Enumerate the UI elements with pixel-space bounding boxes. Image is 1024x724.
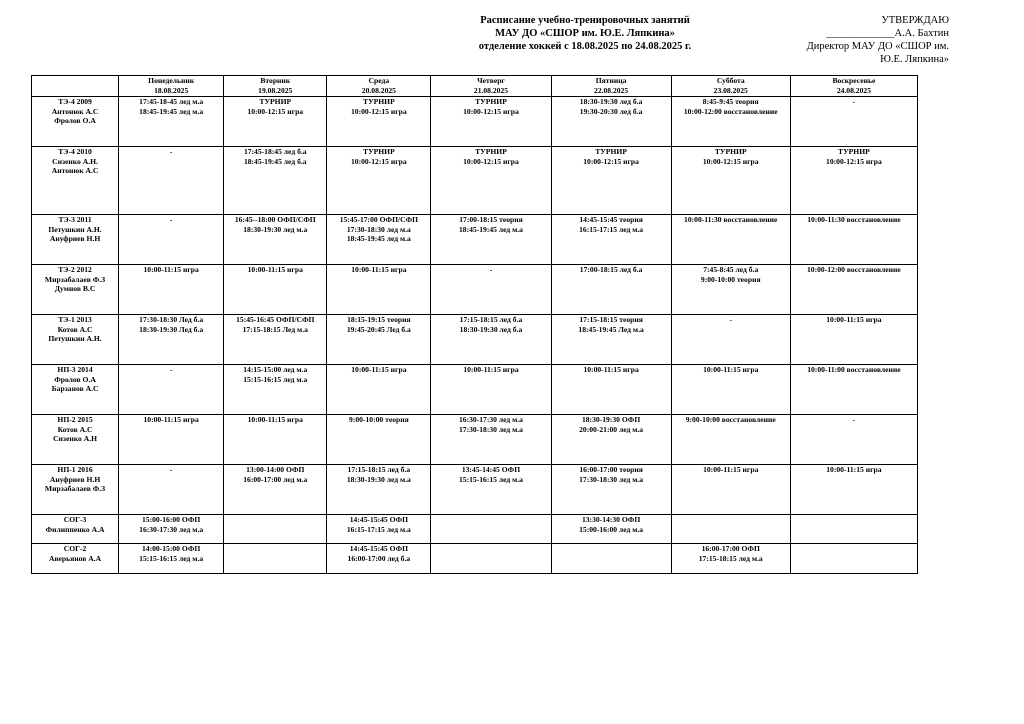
session-entry: 9:00-10:00 восстановление xyxy=(685,415,776,424)
schedule-cell xyxy=(790,544,917,574)
session-entry: - xyxy=(169,365,173,374)
session-entry: 15:00-16:00 лед м.а xyxy=(579,524,644,534)
session-entry: 17:30-18:30 лед м.а xyxy=(346,224,411,234)
session-entry: 10:00-12:15 игра xyxy=(351,156,407,166)
schedule-cell xyxy=(431,147,551,215)
schedule-cell xyxy=(551,365,671,415)
session-entry: 10:00-12:15 игра xyxy=(826,156,882,166)
session-entry: 17:30-18:30 лед м.а xyxy=(579,474,644,484)
session-entry: 10:00-11:15 игра xyxy=(826,315,882,324)
group-cell xyxy=(32,365,119,415)
schedule-cell xyxy=(551,147,671,215)
session-entry: 17:30-18:30 Лед б.а xyxy=(139,315,204,324)
session-entry: 18:45-19:45 лед б.а xyxy=(243,156,307,166)
day-name: Вторник xyxy=(260,76,291,85)
schedule-cell xyxy=(119,465,224,515)
group-line: Сизенко А.Н. xyxy=(52,156,98,166)
session-entry: ТУРНИР xyxy=(838,147,870,156)
header-cell-group xyxy=(32,76,119,97)
day-date: 24.08.2025 xyxy=(836,85,871,95)
schedule-cell xyxy=(551,97,671,147)
session-entry: 18:45-19:45 Лед м.а xyxy=(578,324,644,334)
schedule-cell xyxy=(119,265,224,315)
session-entry: 10:00-11:15 игра xyxy=(463,365,519,374)
session-entry: 8:45-9:45 теория xyxy=(702,97,759,106)
group-line: НП-1 2016 xyxy=(57,465,93,474)
session-entry: 17:45-18-45 лед м.а xyxy=(139,97,204,106)
group-line: ТЭ-4 2009 xyxy=(58,97,92,106)
group-line: Котов А.С xyxy=(57,324,93,334)
group-line: Аверьянов А.А xyxy=(48,553,102,563)
schedule-cell xyxy=(790,215,917,265)
schedule-cell xyxy=(790,365,917,415)
session-entry: - xyxy=(852,97,856,106)
session-entry: 15:15-16:15 лед м.а xyxy=(458,474,523,484)
document-title xyxy=(370,14,800,53)
session-entry: 14:00-15:00 ОФП xyxy=(142,544,201,553)
session-entry: 16:15-17:15 лед м.а xyxy=(346,524,411,534)
group-line: НП-2 2015 xyxy=(57,415,93,424)
schedule-cell xyxy=(790,97,917,147)
schedule-cell xyxy=(431,365,551,415)
approve-line-1: УТВЕРЖДАЮ xyxy=(881,15,949,26)
session-entry: 16:00-17:00 лед б.а xyxy=(347,553,411,563)
session-entry: 9:00-10:00 теория xyxy=(700,274,761,284)
schedule-cell xyxy=(551,465,671,515)
table-row xyxy=(32,147,918,215)
session-entry: 10:00-11:15 игра xyxy=(351,365,407,374)
group-cell xyxy=(32,315,119,365)
day-name: Четверг xyxy=(477,76,505,85)
session-entry: 17:00-18:15 лед б.а xyxy=(579,265,643,274)
schedule-cell xyxy=(327,415,431,465)
header-cell-day xyxy=(551,76,671,97)
approval-block xyxy=(749,14,949,66)
session-entry: 10:00-11:15 игра xyxy=(703,365,759,374)
approve-line-2: _____________А.А. Бахтин xyxy=(826,28,949,39)
schedule-cell xyxy=(671,515,790,544)
approve-line-3: Директор МАУ ДО «СШОР им. xyxy=(806,41,949,52)
group-line: НП-3 2014 xyxy=(57,365,93,374)
session-entry: 10:00-11:15 игра xyxy=(703,465,759,474)
approve-line-4: Ю.Е. Ляпкина» xyxy=(880,54,949,65)
header-row xyxy=(32,76,918,97)
schedule-cell xyxy=(224,215,327,265)
group-line: Мирзабалаев Ф.З xyxy=(44,484,106,494)
session-entry: - xyxy=(729,315,732,324)
schedule-cell xyxy=(431,465,551,515)
session-entry: 15:15-16:15 лед м.а xyxy=(139,553,204,563)
session-entry: ТУРНИР xyxy=(475,147,507,156)
session-entry: 10:00-11:15 игра xyxy=(826,465,882,474)
group-line: Ануфриев Н.Н xyxy=(49,234,101,244)
session-entry: 19:45-20:45 Лед б.а xyxy=(346,324,411,334)
schedule-cell xyxy=(119,215,224,265)
session-entry: 15:00-16:00 ОФП xyxy=(142,515,201,524)
day-date: 23.08.2025 xyxy=(713,85,748,95)
session-entry: 17:15-18:15 теория xyxy=(579,315,643,324)
table-row xyxy=(32,465,918,515)
schedule-cell xyxy=(119,515,224,544)
session-entry: ТУРНИР xyxy=(595,147,627,156)
session-entry: 19:30-20:30 лед б.а xyxy=(579,106,643,116)
table-row xyxy=(32,97,918,147)
table-row xyxy=(32,365,918,415)
day-date: 18.08.2025 xyxy=(154,85,189,95)
day-date: 22.08.2025 xyxy=(594,85,629,95)
session-entry: 18:15-19:15 теория xyxy=(347,315,411,324)
schedule-cell xyxy=(671,265,790,315)
table-row xyxy=(32,315,918,365)
session-entry: 10:00-12:15 игра xyxy=(583,156,639,166)
session-entry: 14:45-15:45 ОФП xyxy=(349,515,409,524)
session-entry: 17:15-18:15 лед б.а xyxy=(459,315,523,324)
session-entry: ТУРНИР xyxy=(714,147,747,156)
title-line-1: Расписание учебно-тренировочных занятий xyxy=(480,15,690,26)
session-entry: - xyxy=(169,147,173,156)
session-entry: 10:00-11:15 игра xyxy=(143,265,199,274)
session-entry: 10:00-12:00 восстановление xyxy=(806,265,901,274)
schedule-cell xyxy=(790,515,917,544)
session-entry: 13:45-14:45 ОФП xyxy=(461,465,521,474)
session-entry: 16:30-17:30 лед м.а xyxy=(139,524,204,534)
session-entry: 10:00-12:15 игра xyxy=(702,156,759,166)
session-entry: - xyxy=(489,265,493,274)
group-cell xyxy=(32,515,119,544)
session-entry: 18:45-19:45 лед м.а xyxy=(458,224,523,234)
schedule-cell xyxy=(431,97,551,147)
session-entry: ТУРНИР xyxy=(475,97,507,106)
day-date: 20.08.2025 xyxy=(361,85,396,95)
session-entry: 17:45-18:45 лед б.а xyxy=(243,147,307,156)
table-row xyxy=(32,215,918,265)
group-line: Филиппенко А.А xyxy=(45,524,105,534)
group-line: Фролов О.А xyxy=(54,116,96,126)
day-name: Пятница xyxy=(595,76,627,85)
title-line-2: МАУ ДО «СШОР им. Ю.Е. Ляпкина» xyxy=(495,28,675,39)
session-entry: 10:00-12:15 игра xyxy=(351,106,407,116)
group-cell xyxy=(32,465,119,515)
session-entry: 16:15-17:15 лед м.а xyxy=(579,224,644,234)
session-entry: ТУРНИР xyxy=(363,147,395,156)
session-entry: ТУРНИР xyxy=(363,97,395,106)
group-line: СОГ-3 xyxy=(63,515,87,524)
group-line: Думнов В.С xyxy=(54,284,96,294)
session-entry: 10:00-11:15 игра xyxy=(247,415,303,424)
schedule-cell xyxy=(224,97,327,147)
schedule-cell xyxy=(671,315,790,365)
day-date: 21.08.2025 xyxy=(473,85,509,95)
schedule-cell xyxy=(671,415,790,465)
session-entry: 16:00-17:00 теория xyxy=(579,465,643,474)
schedule-cell xyxy=(790,147,917,215)
schedule-cell xyxy=(224,465,327,515)
title-line-3: отделение хоккей с 18.08.2025 по 24.08.2025 г. xyxy=(478,41,692,52)
group-cell xyxy=(32,265,119,315)
session-entry: - xyxy=(169,215,173,224)
schedule-cell xyxy=(790,465,917,515)
session-entry: 14:15-15:00 лед м.а xyxy=(243,365,308,374)
session-entry: 13:30-14:30 ОФП xyxy=(581,515,641,524)
session-entry: 17:15-18:15 лед б.а xyxy=(347,465,411,474)
schedule-cell xyxy=(119,97,224,147)
group-line: Петушкин А.Н. xyxy=(48,224,102,234)
group-cell xyxy=(32,215,119,265)
table-row xyxy=(32,265,918,315)
session-entry: 14:45-15:45 ОФП xyxy=(349,544,409,553)
session-entry: 16:30-17:30 лед м.а xyxy=(458,415,523,424)
header-cell-day xyxy=(119,76,224,97)
header-cell-day xyxy=(327,76,431,97)
group-line: Барзанов А.С xyxy=(51,384,99,394)
group-cell xyxy=(32,544,119,574)
schedule-cell xyxy=(327,544,431,574)
schedule-cell xyxy=(431,215,551,265)
group-line: Антонюк А.С xyxy=(51,166,99,176)
group-line: ТЭ-3 2011 xyxy=(58,215,92,224)
group-line: Фролов О.А xyxy=(54,374,96,384)
session-entry: 10:00-12:15 игра xyxy=(463,106,519,116)
group-line: Котов А.С xyxy=(57,424,93,434)
schedule-cell xyxy=(327,465,431,515)
day-name: Среда xyxy=(368,76,390,85)
group-line: Антонюк А.С xyxy=(51,106,99,116)
schedule-cell xyxy=(327,315,431,365)
session-entry: 10:00-12:15 игра xyxy=(247,106,304,116)
session-entry: 15:45-16:45 ОФП/СФП xyxy=(236,315,315,324)
schedule-cell xyxy=(551,315,671,365)
day-name: Воскресенье xyxy=(832,76,876,85)
session-entry: 18:45-19:45 лед м.а xyxy=(139,106,204,116)
schedule-cell xyxy=(327,515,431,544)
group-cell xyxy=(32,147,119,215)
session-entry: 18:30-19:30 лед б.а xyxy=(459,324,523,334)
schedule-cell xyxy=(119,544,224,574)
session-entry: 16:45--18:00 ОФП/СФП xyxy=(234,215,316,224)
group-line: Сизенко А.Н xyxy=(53,434,97,444)
schedule-cell xyxy=(431,544,551,574)
day-date: 19.08.2025 xyxy=(258,85,293,95)
session-entry: - xyxy=(169,465,173,474)
schedule-cell xyxy=(551,515,671,544)
session-entry: 10:00-11:30 восстановление xyxy=(807,215,901,224)
schedule-table xyxy=(31,75,918,574)
schedule-cell xyxy=(327,147,431,215)
schedule-cell xyxy=(790,315,917,365)
schedule-cell xyxy=(224,315,327,365)
schedule-cell xyxy=(790,265,917,315)
group-line: Петушкин А.Н. xyxy=(48,334,102,344)
group-line: СОГ-2 xyxy=(63,544,87,553)
session-entry: 16:00-17:00 ОФП xyxy=(701,544,760,553)
session-entry: 14:45-15:45 теория xyxy=(579,215,643,224)
session-entry: ТУРНИР xyxy=(259,97,292,106)
schedule-cell xyxy=(671,465,790,515)
session-entry: 18:30-19:30 лед м.а xyxy=(243,224,308,234)
schedule-cell xyxy=(431,415,551,465)
session-entry: 10:00-12:00 восстановление xyxy=(683,106,778,116)
table-body xyxy=(32,97,918,574)
session-entry: 15:15-16:15 лед м.а xyxy=(243,374,308,384)
table-row xyxy=(32,515,918,544)
session-entry: 10:00-11:00 восстановление xyxy=(807,365,901,374)
session-entry: 20:00-21:00 лед м.а xyxy=(579,424,644,434)
session-entry: 18:30-19:30 ОФП xyxy=(581,415,641,424)
schedule-cell xyxy=(224,265,327,315)
schedule-cell xyxy=(671,215,790,265)
session-entry: 10:00-11:15 игра xyxy=(583,365,639,374)
session-entry: 18:30-19:30 лед м.а xyxy=(346,474,411,484)
session-entry: 17:15-18:15 Лед м.а xyxy=(242,324,308,334)
session-entry: 9:00-10:00 теория xyxy=(349,415,409,424)
schedule-cell xyxy=(224,147,327,215)
table-row xyxy=(32,544,918,574)
session-entry: 17:00-18:15 теория xyxy=(459,215,523,224)
day-name: Суббота xyxy=(716,76,745,85)
schedule-cell xyxy=(327,365,431,415)
session-entry: 18:30-19:30 Лед б.а xyxy=(139,324,204,334)
session-entry: 10:00-11:15 игра xyxy=(143,415,199,424)
schedule-cell xyxy=(431,315,551,365)
header-cell-day xyxy=(790,76,917,97)
session-entry: 16:00-17:00 лед м.а xyxy=(243,474,308,484)
session-entry: 10:00-11:30 восстановление xyxy=(684,215,778,224)
group-line: Мирзабалаев Ф.З xyxy=(44,274,106,284)
schedule-cell xyxy=(119,365,224,415)
session-entry: 15:45-17:00 ОФП/СФП xyxy=(339,215,419,224)
group-line: ТЭ-2 2012 xyxy=(58,265,92,274)
session-entry: 7:45-8:45 лед б.а xyxy=(703,265,759,274)
schedule-cell xyxy=(224,415,327,465)
session-entry: - xyxy=(852,415,856,424)
schedule-cell xyxy=(224,365,327,415)
group-line: Ануфриев Н.Н xyxy=(49,474,101,484)
header-cell-day xyxy=(671,76,790,97)
schedule-cell xyxy=(327,265,431,315)
group-line: ТЭ-1 2013 xyxy=(58,315,92,324)
schedule-cell xyxy=(551,415,671,465)
session-entry: 18:45-19:45 лед м.а xyxy=(346,234,411,244)
table-row xyxy=(32,415,918,465)
header-cell-day xyxy=(431,76,551,97)
group-cell xyxy=(32,97,119,147)
schedule-cell xyxy=(224,544,327,574)
schedule-cell xyxy=(119,147,224,215)
session-entry: 10:00-11:15 игра xyxy=(351,265,407,274)
header-cell-day xyxy=(224,76,327,97)
session-entry: 10:00-12:15 игра xyxy=(463,156,519,166)
day-name: Понедельник xyxy=(148,76,195,85)
schedule-cell xyxy=(671,365,790,415)
schedule-cell xyxy=(671,544,790,574)
group-cell xyxy=(32,415,119,465)
session-entry: 13:00-14:00 ОФП xyxy=(246,465,305,474)
session-entry: 17:30-18:30 лед м.а xyxy=(458,424,523,434)
schedule-cell xyxy=(327,215,431,265)
session-entry: 17:15-18:15 лед м.а xyxy=(698,553,763,563)
session-entry: 18:30-19:30 лед б.а xyxy=(579,97,643,106)
session-entry: 10:00-11:15 игра xyxy=(247,265,303,274)
schedule-cell xyxy=(790,415,917,465)
schedule-cell xyxy=(431,515,551,544)
schedule-cell xyxy=(224,515,327,544)
schedule-cell xyxy=(551,215,671,265)
schedule-cell xyxy=(119,315,224,365)
group-line: ТЭ-4 2010 xyxy=(58,147,92,156)
schedule-cell xyxy=(671,147,790,215)
schedule-cell xyxy=(431,265,551,315)
schedule-cell xyxy=(551,544,671,574)
schedule-cell xyxy=(671,97,790,147)
schedule-cell xyxy=(119,415,224,465)
schedule-cell xyxy=(327,97,431,147)
schedule-cell xyxy=(551,265,671,315)
